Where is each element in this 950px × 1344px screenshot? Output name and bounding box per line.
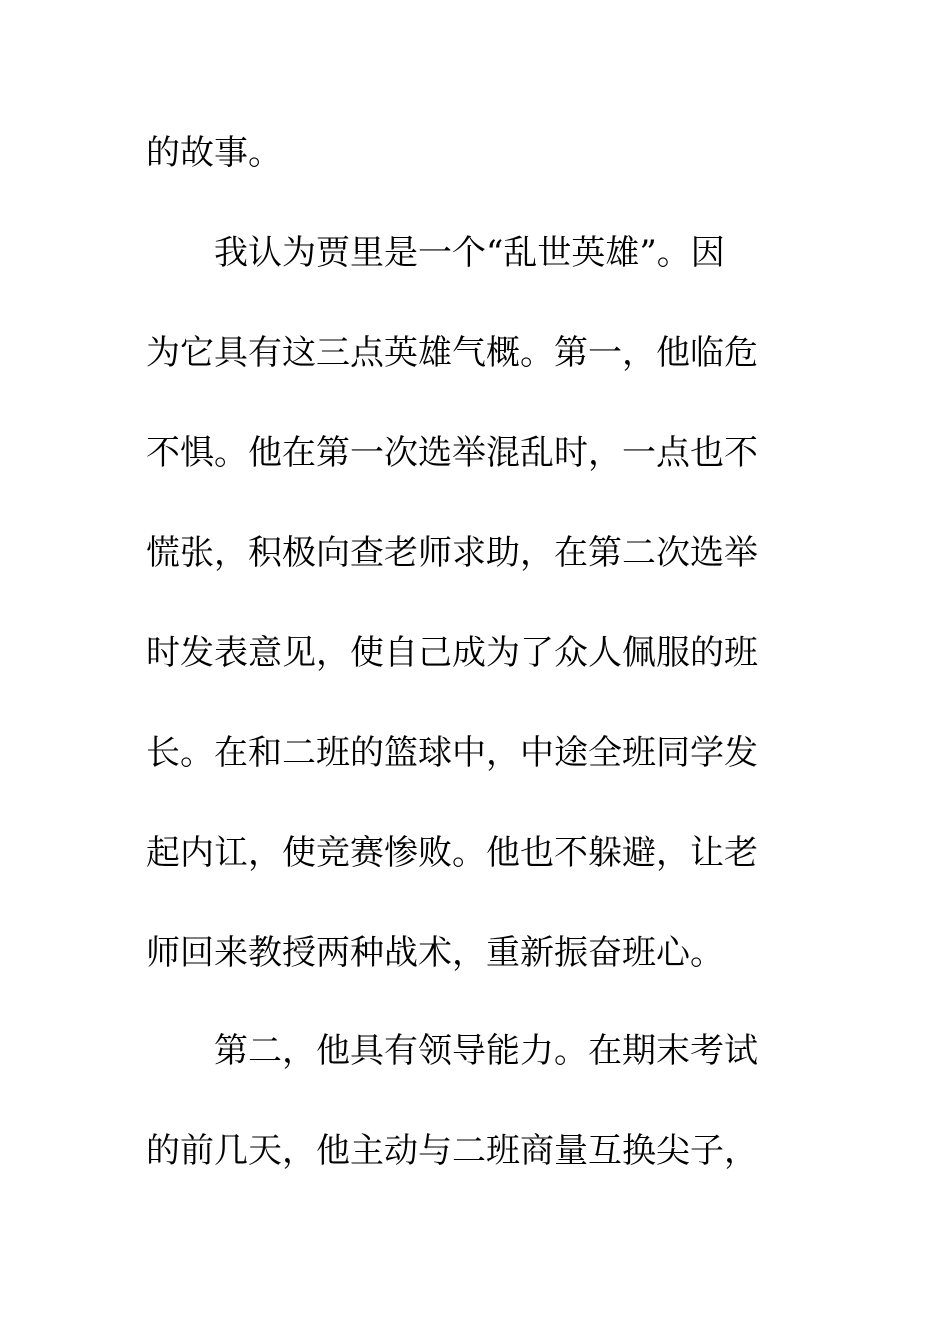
text-line: 慌张，积极向查老师求助，在第二次选举 — [146, 533, 758, 573]
paragraph-start-line: 第二，他具有领导能力。在期末考试 — [214, 1031, 758, 1071]
text-line: 师回来教授两种战术，重新振奋班心。 — [146, 933, 724, 973]
text-line: 起内讧，使竞赛惨败。他也不躲避，让老 — [146, 833, 758, 873]
text-line: 的前几天，他主动与二班商量互换尖子， — [146, 1131, 758, 1171]
text-line: 不惧。他在第一次选举混乱时，一点也不 — [146, 433, 758, 473]
text-line: 长。在和二班的篮球中，中途全班同学发 — [146, 733, 758, 773]
paragraph-start-line: 我认为贾里是一个“乱世英雄”。因 — [214, 233, 725, 273]
text-line: 的故事。 — [146, 133, 282, 173]
text-line: 时发表意见，使自己成为了众人佩服的班 — [146, 633, 758, 673]
text-line: 为它具有这三点英雄气概。第一，他临危 — [146, 333, 758, 373]
